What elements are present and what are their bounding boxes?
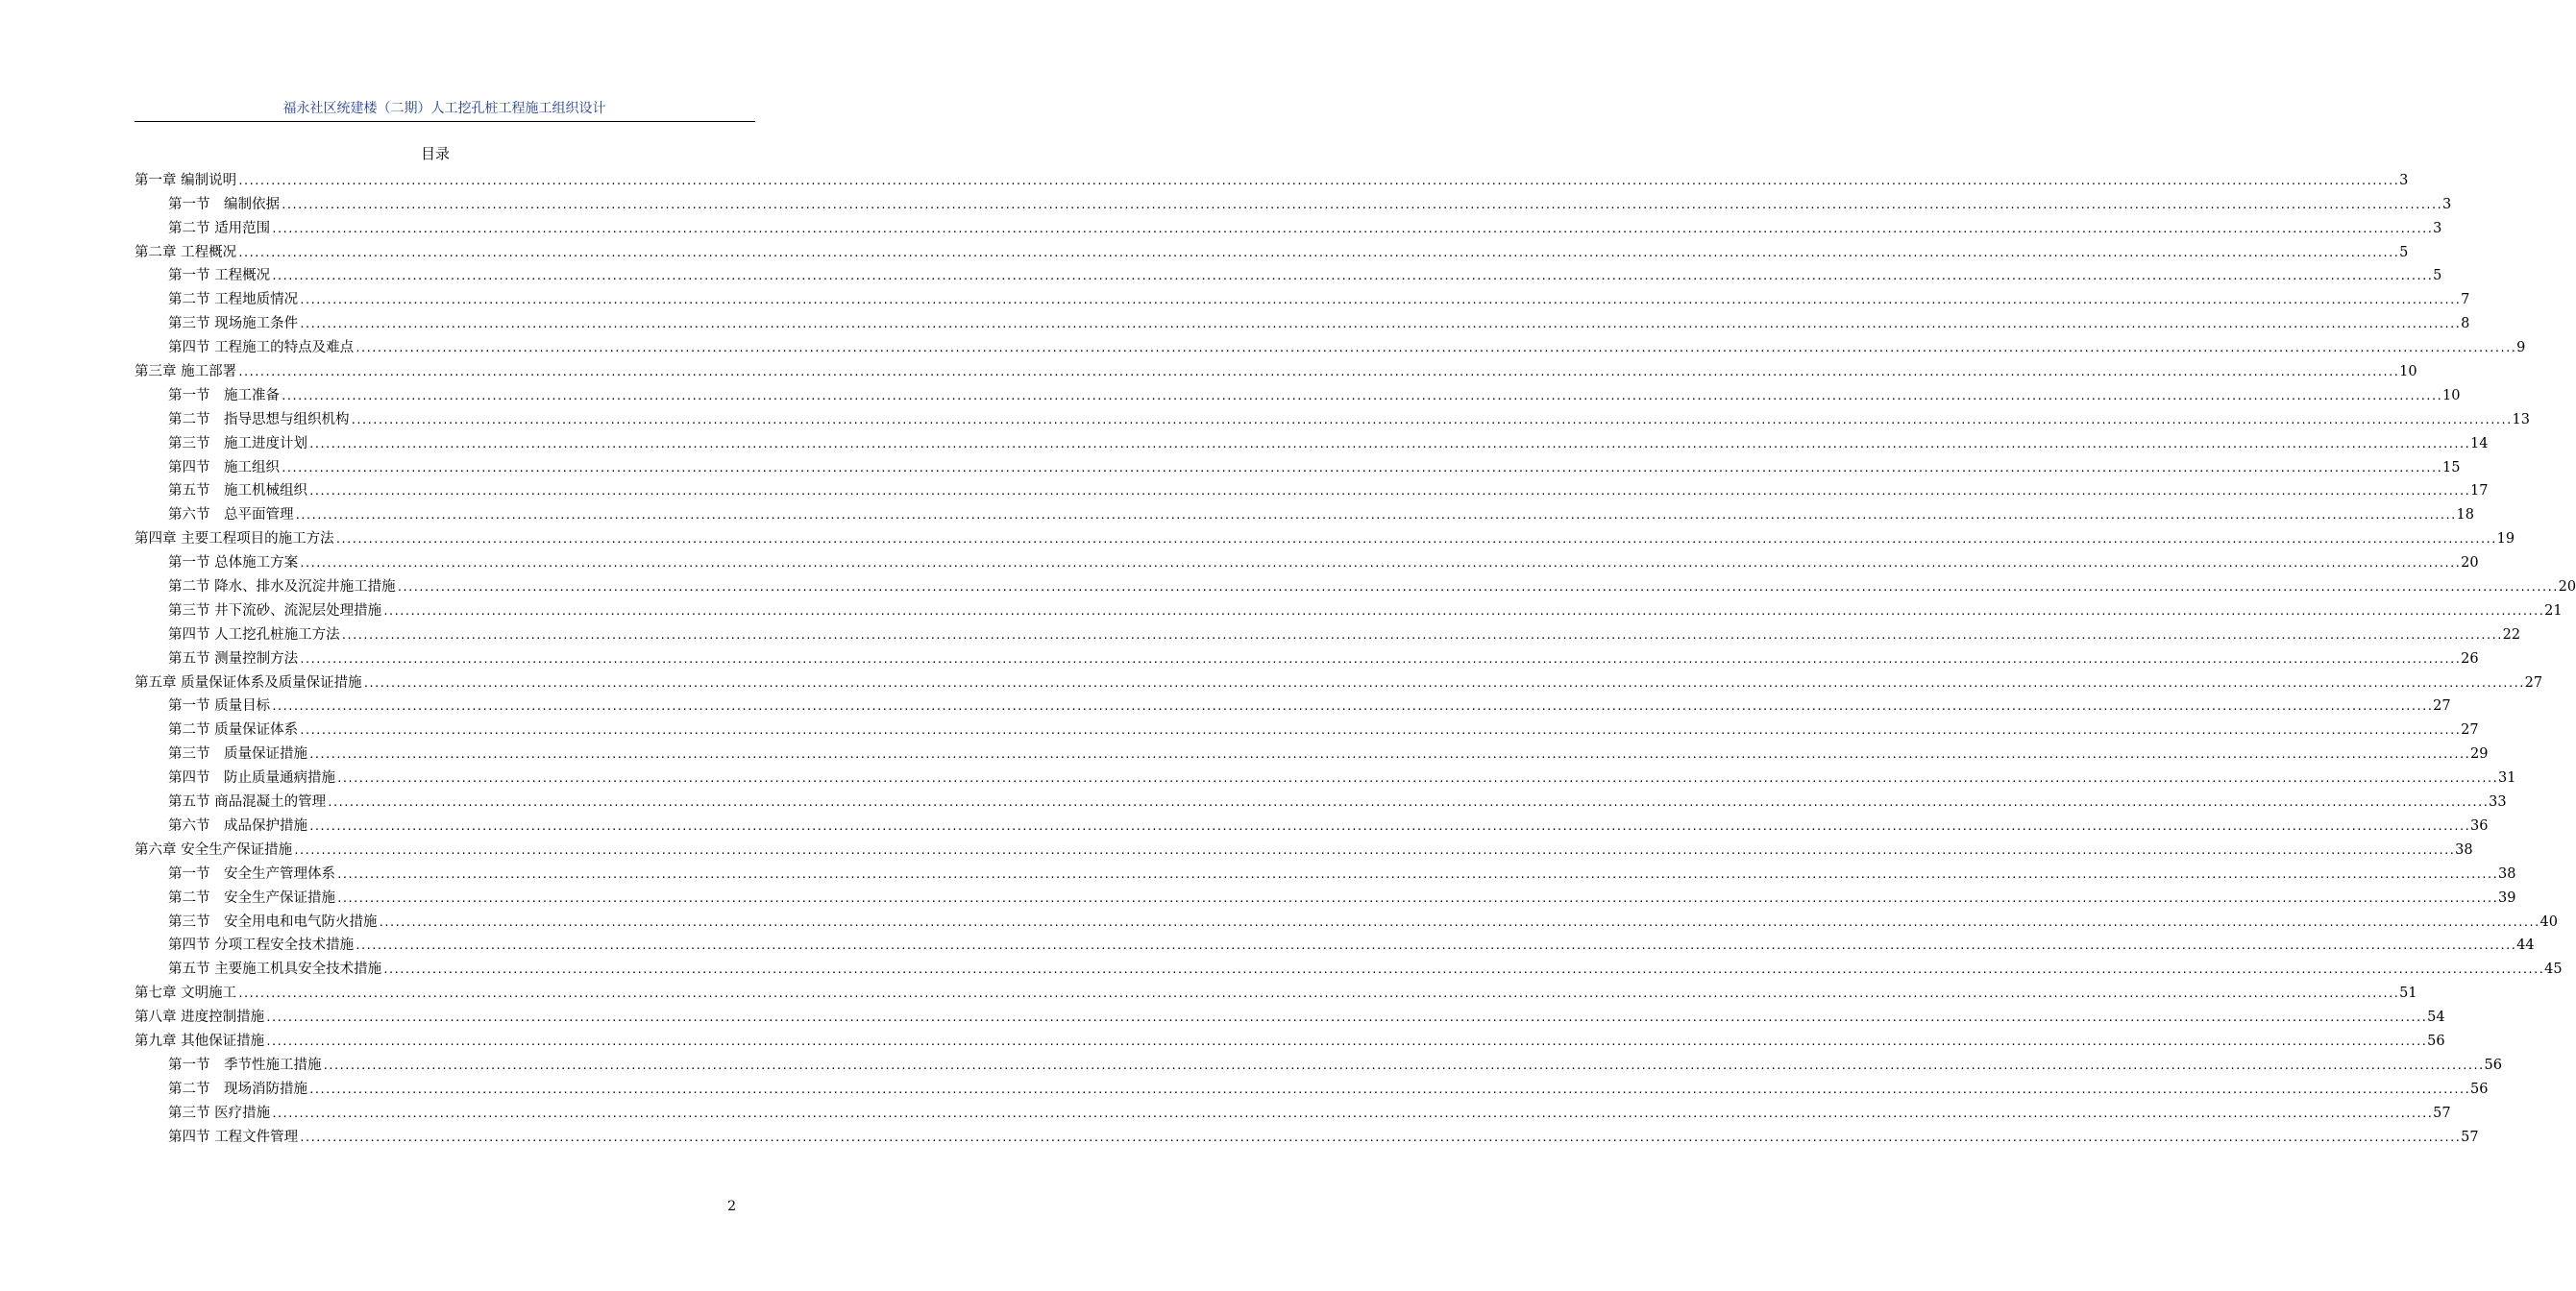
toc-entry-page: 3 (2399, 172, 2409, 188)
toc-dot-leader: ................................................................................................................................................................................................................................................................................................................................................................................................................ (293, 843, 2455, 857)
toc-dot-leader: ................................................................................................................................................................................................................................................................................................................................................................................................................ (299, 318, 2461, 331)
toc-section-entry[interactable] (135, 621, 2521, 645)
toc-section-entry[interactable] (135, 381, 2461, 405)
toc-entry-page: 54 (2427, 1010, 2445, 1026)
toc-entry-label: 第一节 季节性施工措施 (168, 1057, 322, 1073)
toc-section-entry[interactable] (135, 548, 2479, 572)
toc-entry-page: 3 (2433, 220, 2442, 236)
toc-dot-leader: ................................................................................................................................................................................................................................................................................................................................................................................................................ (237, 366, 2399, 379)
toc-dot-leader: ................................................................................................................................................................................................................................................................................................................................................................................................................ (271, 270, 2433, 283)
toc-chapter-entry[interactable] (135, 669, 2543, 693)
toc-entry-page: 33 (2489, 794, 2507, 811)
toc-entry-page: 44 (2516, 938, 2535, 954)
toc-entry-page: 10 (2399, 364, 2417, 380)
toc-dot-leader: ................................................................................................................................................................................................................................................................................................................................................................................................................ (336, 891, 2498, 905)
toc-dot-leader: ................................................................................................................................................................................................................................................................................................................................................................................................................ (378, 915, 2539, 929)
toc-entry-page: 27 (2461, 722, 2479, 739)
toc-section-entry[interactable] (135, 788, 2507, 812)
toc-dot-leader: ................................................................................................................................................................................................................................................................................................................................................................................................................ (237, 987, 2399, 1001)
toc-dot-leader: ................................................................................................................................................................................................................................................................................................................................................................................................................ (299, 652, 2461, 666)
toc-chapter-entry[interactable] (135, 1003, 2445, 1027)
toc-entry-page: 5 (2433, 268, 2442, 284)
toc-entry-label: 第四节 人工挖孔桩施工方法 (168, 626, 340, 643)
toc-dot-leader: ................................................................................................................................................................................................................................................................................................................................................................................................................ (237, 174, 2399, 187)
toc-entry-page: 7 (2461, 292, 2470, 308)
toc-entry-label: 第一节 施工准备 (168, 387, 280, 403)
toc-chapter-entry[interactable] (135, 1027, 2445, 1051)
toc-entry-label: 第五节 测量控制方法 (168, 650, 299, 667)
toc-entry-label: 第九章 其他保证措施 (135, 1033, 265, 1049)
toc-dot-leader: ................................................................................................................................................................................................................................................................................................................................................................................................................ (299, 294, 2461, 307)
toc-dot-leader: ................................................................................................................................................................................................................................................................................................................................................................................................................ (336, 867, 2498, 881)
toc-entry-page: 39 (2498, 889, 2516, 906)
page-number: 2 (727, 1199, 736, 1214)
toc-dot-leader: ................................................................................................................................................................................................................................................................................................................................................................................................................ (355, 939, 2516, 953)
toc-entry-label: 第三节 现场施工条件 (168, 316, 299, 332)
toc-entry-page: 17 (2470, 483, 2489, 499)
toc-entry-page: 29 (2470, 746, 2489, 763)
toc-dot-leader: ................................................................................................................................................................................................................................................................................................................................................................................................................ (294, 509, 2456, 523)
toc-section-entry[interactable] (135, 500, 2474, 524)
toc-chapter-entry[interactable] (135, 524, 2515, 548)
toc-entry-label: 第七章 文明施工 (135, 986, 237, 1002)
toc-dot-leader: ................................................................................................................................................................................................................................................................................................................................................................................................................ (336, 772, 2498, 786)
toc-section-entry[interactable] (135, 309, 2470, 333)
toc-entry-page: 20 (2558, 579, 2576, 596)
toc-dot-leader: ................................................................................................................................................................................................................................................................................................................................................................................................................ (299, 724, 2461, 738)
toc-dot-leader: ................................................................................................................................................................................................................................................................................................................................................................................................................ (334, 533, 2496, 547)
toc-dot-leader: ................................................................................................................................................................................................................................................................................................................................................................................................................ (237, 246, 2399, 259)
table-of-contents (135, 166, 2576, 1147)
toc-dot-leader: ................................................................................................................................................................................................................................................................................................................................................................................................................ (265, 1011, 2427, 1025)
toc-entry-label: 第一章 编制说明 (135, 172, 237, 188)
toc-entry-label: 第三节 医疗措施 (168, 1105, 271, 1121)
toc-entry-page: 57 (2461, 1129, 2479, 1145)
toc-entry-page: 45 (2544, 962, 2563, 978)
toc-dot-leader: ................................................................................................................................................................................................................................................................................................................................................................................................................ (265, 1035, 2427, 1048)
toc-dot-leader: ................................................................................................................................................................................................................................................................................................................................................................................................................ (281, 198, 2442, 211)
toc-section-entry[interactable] (135, 405, 2530, 429)
toc-entry-page: 18 (2456, 507, 2474, 524)
toc-entry-page: 57 (2433, 1105, 2451, 1121)
toc-dot-leader: ................................................................................................................................................................................................................................................................................................................................................................................................................ (299, 557, 2461, 571)
toc-section-entry[interactable] (135, 477, 2489, 501)
toc-dot-leader: ................................................................................................................................................................................................................................................................................................................................................................................................................ (382, 963, 2544, 977)
toc-entry-label: 第三节 井下流砂、流泥层处理措施 (168, 602, 382, 619)
toc-entry-page: 20 (2461, 555, 2479, 572)
toc-section-entry[interactable] (135, 716, 2479, 740)
toc-entry-label: 第三节 施工进度计划 (168, 435, 307, 451)
toc-entry-label: 第二节 适用范围 (168, 220, 271, 236)
toc-entry-page: 51 (2399, 986, 2417, 1002)
header-divider (135, 121, 755, 122)
toc-dot-leader: ................................................................................................................................................................................................................................................................................................................................................................................................................ (308, 485, 2470, 499)
toc-entry-page: 15 (2442, 459, 2461, 475)
toc-entry-label: 第四章 主要工程项目的施工方法 (135, 531, 334, 548)
toc-section-entry[interactable] (135, 645, 2479, 669)
toc-entry-page: 56 (2484, 1057, 2502, 1073)
toc-entry-label: 第二节 质量保证体系 (168, 722, 299, 739)
toc-entry-page: 31 (2498, 770, 2516, 787)
toc-section-entry[interactable] (135, 262, 2442, 286)
toc-chapter-entry[interactable] (135, 979, 2417, 1003)
toc-entry-label: 第一节 工程概况 (168, 268, 271, 284)
toc-entry-label: 第五章 质量保证体系及质量保证措施 (135, 674, 362, 691)
toc-entry-label: 第一节 安全生产管理体系 (168, 865, 335, 882)
toc-dot-leader: ................................................................................................................................................................................................................................................................................................................................................................................................................ (340, 628, 2502, 642)
toc-entry-page: 22 (2502, 626, 2521, 643)
toc-entry-label: 第二节 降水、排水及沉淀井施工措施 (168, 579, 396, 596)
toc-entry-label: 第二节 安全生产保证措施 (168, 889, 335, 906)
toc-dot-leader: ................................................................................................................................................................................................................................................................................................................................................................................................................ (355, 342, 2516, 355)
toc-section-entry[interactable] (135, 693, 2451, 717)
toc-dot-leader: ................................................................................................................................................................................................................................................................................................................................................................................................................ (271, 1107, 2433, 1120)
toc-section-entry[interactable] (135, 860, 2516, 884)
toc-dot-leader: ................................................................................................................................................................................................................................................................................................................................................................................................................ (308, 819, 2470, 833)
toc-entry-page: 14 (2470, 435, 2489, 451)
toc-dot-leader: ................................................................................................................................................................................................................................................................................................................................................................................................................ (299, 1131, 2461, 1144)
toc-entry-label: 第六章 安全生产保证措施 (135, 841, 293, 858)
toc-dot-leader: ................................................................................................................................................................................................................................................................................................................................................................................................................ (396, 581, 2558, 595)
toc-entry-label: 第一节 编制依据 (168, 196, 280, 212)
toc-entry-label: 第一节 质量目标 (168, 698, 271, 715)
toc-entry-label: 第三节 质量保证措施 (168, 746, 307, 763)
toc-dot-leader: ................................................................................................................................................................................................................................................................................................................................................................................................................ (362, 676, 2524, 690)
toc-entry-label: 第四节 分项工程安全技术措施 (168, 938, 355, 954)
toc-section-entry[interactable] (135, 333, 2526, 357)
toc-dot-leader: ................................................................................................................................................................................................................................................................................................................................................................................................................ (308, 1083, 2470, 1096)
toc-entry-page: 19 (2496, 531, 2515, 548)
toc-section-entry[interactable] (135, 1099, 2451, 1123)
toc-dot-leader: ................................................................................................................................................................................................................................................................................................................................................................................................................ (308, 748, 2470, 762)
toc-entry-page: 40 (2539, 913, 2558, 930)
toc-section-entry[interactable] (135, 764, 2516, 788)
toc-entry-label: 第二节 工程地质情况 (168, 292, 299, 308)
running-header: 福永社区统建楼（二期）人工挖孔桩工程施工组织设计 (282, 101, 606, 116)
toc-dot-leader: ................................................................................................................................................................................................................................................................................................................................................................................................................ (271, 222, 2433, 235)
toc-entry-label: 第五节 主要施工机具安全技术措施 (168, 962, 382, 978)
toc-entry-label: 第六节 总平面管理 (168, 507, 294, 524)
toc-entry-page: 9 (2516, 340, 2526, 356)
toc-section-entry[interactable] (135, 932, 2535, 956)
toc-entry-page: 27 (2433, 698, 2451, 715)
toc-dot-leader: ................................................................................................................................................................................................................................................................................................................................................................................................................ (322, 1059, 2484, 1072)
toc-entry-label: 第五节 商品混凝土的管理 (168, 794, 327, 811)
toc-section-entry[interactable] (135, 597, 2563, 621)
toc-entry-label: 第八章 进度控制措施 (135, 1010, 265, 1026)
toc-section-entry[interactable] (135, 740, 2489, 764)
toc-entry-page: 13 (2512, 411, 2530, 427)
toc-chapter-entry[interactable] (135, 836, 2473, 860)
toc-chapter-entry[interactable] (135, 238, 2409, 262)
toc-entry-page: 21 (2544, 602, 2563, 619)
toc-dot-leader: ................................................................................................................................................................................................................................................................................................................................................................................................................ (308, 437, 2470, 451)
toc-entry-label: 第二节 指导思想与组织机构 (168, 411, 350, 427)
toc-entry-page: 10 (2442, 387, 2461, 403)
toc-entry-label: 第四节 工程文件管理 (168, 1129, 299, 1145)
toc-dot-leader: ................................................................................................................................................................................................................................................................................................................................................................................................................ (281, 389, 2442, 402)
toc-dot-leader: ................................................................................................................................................................................................................................................................................................................................................................................................................ (327, 796, 2489, 810)
toc-section-entry[interactable] (135, 285, 2470, 309)
toc-dot-leader: ................................................................................................................................................................................................................................................................................................................................................................................................................ (382, 604, 2544, 618)
toc-entry-page: 26 (2461, 650, 2479, 667)
toc-section-entry[interactable] (135, 1075, 2489, 1099)
toc-section-entry[interactable] (135, 908, 2558, 932)
toc-entry-page: 38 (2455, 841, 2473, 858)
toc-entry-label: 第四节 工程施工的特点及难点 (168, 340, 355, 356)
toc-entry-page: 8 (2461, 316, 2470, 332)
toc-entry-page: 36 (2470, 817, 2489, 834)
toc-section-entry[interactable] (135, 812, 2489, 836)
toc-entry-page: 3 (2442, 196, 2452, 212)
toc-entry-page: 56 (2470, 1081, 2489, 1097)
toc-entry-label: 第三章 施工部署 (135, 364, 237, 380)
toc-section-entry[interactable] (135, 429, 2489, 453)
toc-entry-label: 第四节 防止质量通病措施 (168, 770, 335, 787)
toc-section-entry[interactable] (135, 453, 2461, 477)
toc-dot-leader: ................................................................................................................................................................................................................................................................................................................................................................................................................ (271, 700, 2433, 714)
toc-entry-label: 第六节 成品保护措施 (168, 817, 307, 834)
toc-chapter-entry[interactable] (135, 166, 2409, 190)
toc-section-entry[interactable] (135, 190, 2452, 214)
toc-entry-page: 56 (2427, 1033, 2445, 1049)
toc-section-entry[interactable] (135, 572, 2576, 597)
toc-dot-leader: ................................................................................................................................................................................................................................................................................................................................................................................................................ (281, 461, 2442, 475)
toc-entry-page: 27 (2524, 674, 2543, 691)
toc-section-entry[interactable] (135, 955, 2563, 979)
toc-section-entry[interactable] (135, 884, 2516, 908)
toc-entry-label: 第五节 施工机械组织 (168, 483, 307, 499)
toc-entry-page: 5 (2399, 244, 2409, 260)
toc-section-entry[interactable] (135, 1123, 2479, 1147)
toc-entry-label: 第四节 施工组织 (168, 459, 280, 475)
toc-entry-label: 第二章 工程概况 (135, 244, 237, 260)
toc-section-entry[interactable] (135, 214, 2442, 238)
toc-title: 目录 (420, 145, 450, 162)
toc-entry-label: 第二节 现场消防措施 (168, 1081, 307, 1097)
toc-entry-page: 38 (2498, 865, 2516, 882)
toc-entry-label: 第一节 总体施工方案 (168, 555, 299, 572)
toc-dot-leader: ................................................................................................................................................................................................................................................................................................................................................................................................................ (350, 413, 2512, 426)
toc-section-entry[interactable] (135, 1051, 2502, 1075)
toc-entry-label: 第三节 安全用电和电气防火措施 (168, 913, 378, 930)
toc-chapter-entry[interactable] (135, 357, 2417, 381)
